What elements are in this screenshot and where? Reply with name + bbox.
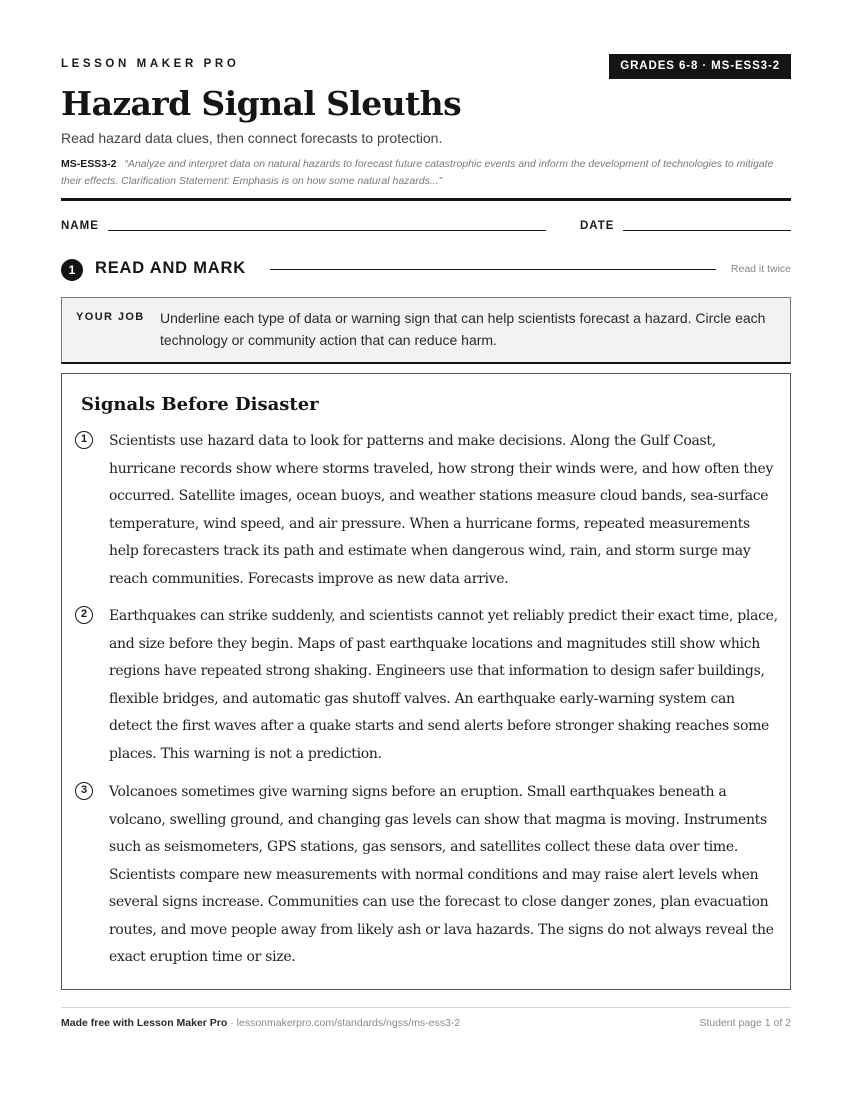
instructions-label: YOUR JOB [76, 311, 145, 323]
header-divider [61, 198, 791, 201]
footer-made-with: Made free with Lesson Maker Pro [61, 1017, 228, 1029]
footer-url-link[interactable]: lessonmakerpro.com/standards/ngss/ms-ess3-2 [236, 1017, 461, 1029]
paragraph-number-badge: 2 [75, 606, 93, 624]
page-indicator: Student page 1 of 2 [699, 1017, 791, 1029]
grade-standard-badge: GRADES 6-8 · MS-ESS3-2 [609, 54, 791, 79]
reading-passage-box [61, 373, 791, 990]
section-note: Read it twice [730, 263, 791, 275]
section-divider [270, 269, 716, 270]
paragraph-number-badge: 1 [75, 431, 93, 449]
paragraph-text: Scientists use hazard data to look for patterns and make decisions. Along the Gulf Coast, hurricane records show where storms traveled, how strong their winds were, and how often they occurred. Satellite images, ocean buoys, and weather stations measure cloud bands, sea-surface temperature, wind speed, and air pressure. When a hurricane forms, repeated measurements help forecasters track its path and estimate when dangerous wind, rain, and storm surge may reach communities. Forecasts improve as new data arrive. [109, 433, 774, 587]
instructions-text: Underline each type of data or warning sign that can help scientists forecast a hazard. Circle each technology or community action that can reduce harm. [160, 310, 766, 348]
worksheet-subtitle: Read hazard data clues, then connect forecasts to protection. [61, 130, 443, 146]
section-title: READ AND MARK [95, 259, 246, 277]
name-label: NAME [61, 220, 99, 232]
date-label: DATE [580, 220, 615, 232]
paragraph-number-badge: 3 [75, 782, 93, 800]
standard-statement [61, 156, 791, 190]
standard-quote: “Analyze and interpret data on natural hazards to forecast future catastrophic events and inform the development of technologies to mitigate their effects. Clarification Statement: Emphasis is on how some natural hazards...” [61, 158, 774, 187]
footer-divider [61, 1007, 791, 1008]
paragraph-text: Volcanoes sometimes give warning signs before an eruption. Small earthquakes beneath a volcano, swelling ground, and changing gas levels can show that magma is moving. Instruments such as seismometers, GPS stations, gas sensors, and satellites collect these data over time. Scientists compare new measurements with normal conditions and may raise alert levels when several signs increase. Communities can use the forecast to close danger zones, plan evacuation routes, and move people away from likely ash or lava hazards. The signs do not always reveal the exact eruption time or size. [109, 784, 774, 965]
standard-code: MS-ESS3-2 [61, 158, 117, 170]
date-field[interactable] [623, 230, 791, 231]
passage-title: Signals Before Disaster [81, 394, 319, 415]
brand-name: LESSON MAKER PRO [61, 58, 240, 70]
worksheet-title: Hazard Signal Sleuths [61, 84, 462, 123]
footer-separator: · [227, 1017, 237, 1029]
footer-credit [61, 1017, 460, 1029]
instructions-box [61, 297, 791, 364]
name-field[interactable] [108, 230, 546, 231]
section-number-badge: 1 [61, 259, 83, 281]
paragraph-text: Earthquakes can strike suddenly, and scientists cannot yet reliably predict their exact time, place, and size before they begin. Maps of past earthquake locations and magnitudes still show which regions have repeated strong shaking. Engineers use that information to design safer buildings, flexible bridges, and automatic gas shutoff valves. An earthquake early-warning system can detect the first waves after a quake starts and send alerts before stronger shaking reaches some places. This warning is not a prediction. [109, 608, 778, 762]
